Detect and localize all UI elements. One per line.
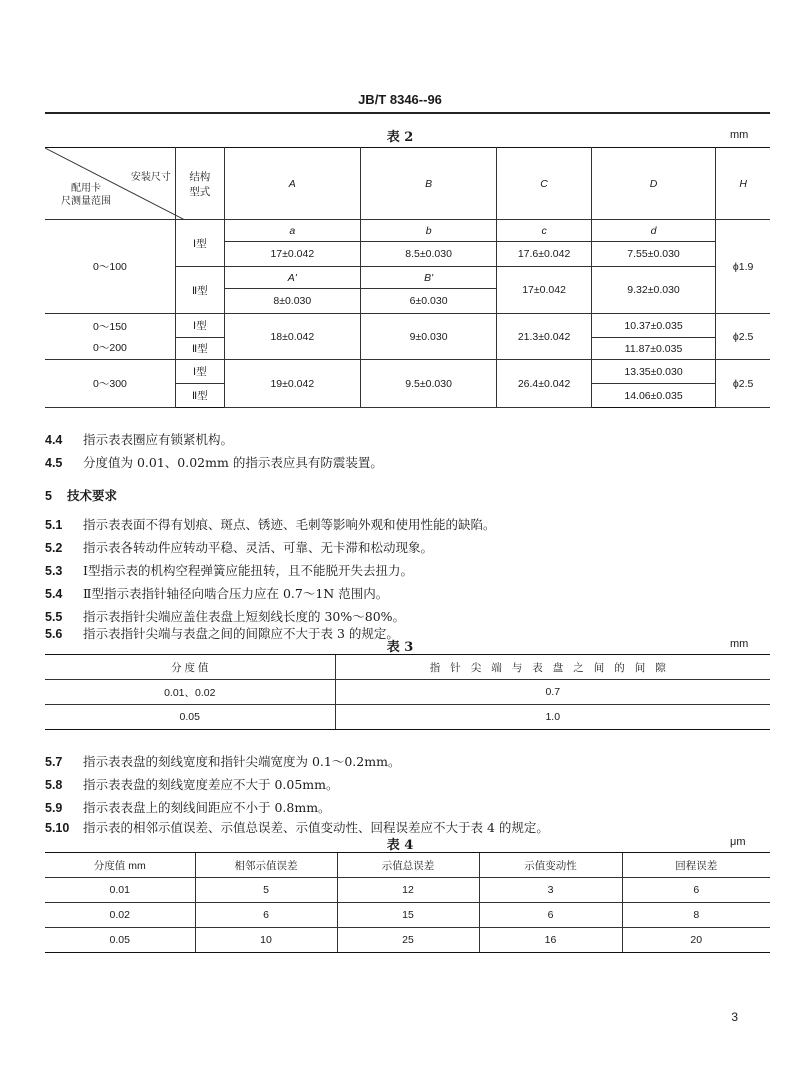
type-cell: Ⅰ型 xyxy=(175,314,224,338)
value-cell: 17.6±0.042 xyxy=(497,242,592,267)
table3-unit: mm xyxy=(730,638,749,650)
table3-header-2: 指针尖端与表盘之间的间隙 xyxy=(335,655,770,680)
para-5-6 xyxy=(45,624,399,642)
sub-header-a: a xyxy=(224,220,360,242)
type-cell: Ⅰ型 xyxy=(175,360,224,384)
value-cell: 17±0.042 xyxy=(224,242,360,267)
value-cell: 19±0.042 xyxy=(224,360,360,408)
para-number: 5.5 xyxy=(45,610,63,624)
value-cell: 17±0.042 xyxy=(497,267,592,314)
para-text: 指示表指针尖端与表盘之间的间隙应不大于表 3 的规定。 xyxy=(83,626,399,641)
col-B-header: B xyxy=(360,148,496,220)
table4-header-division: 分度值 mm xyxy=(45,853,195,878)
table4-header-variability: 示值变动性 xyxy=(479,853,622,878)
table2-caption: 表 2 xyxy=(386,130,414,145)
table2 xyxy=(45,147,770,408)
value-cell: 13.35±0.030 xyxy=(591,360,715,384)
sub-header-B1: B' xyxy=(360,267,496,289)
type-cell: Ⅰ型 xyxy=(175,220,224,267)
corner-bottom-line1: 配用卡 xyxy=(71,183,101,194)
para-text: 指示表的相邻示值误差、示值总误差、示值变动性、回程误差应不大于表 4 的规定。 xyxy=(83,820,549,835)
value-cell: 11.87±0.035 xyxy=(591,338,715,360)
para-text: 指示表表面不得有划痕、斑点、锈迹、毛刺等影响外观和使用性能的缺陷。 xyxy=(83,517,496,532)
para-text: Ⅰ型指示表的机构空程弹簧应能扭转，且不能脱开失去扭力。 xyxy=(83,563,413,578)
para-5-4 xyxy=(45,584,388,602)
para-5-2 xyxy=(45,538,433,556)
type-cell: Ⅱ型 xyxy=(175,338,224,360)
value-cell: 9.32±0.030 xyxy=(591,267,715,314)
para-5-5 xyxy=(45,607,405,625)
value-cell: 18±0.042 xyxy=(224,314,360,360)
col-C-header: C xyxy=(497,148,592,220)
para-text: 分度值为 0.01、0.02mm 的指示表应具有防震装置。 xyxy=(83,455,383,470)
para-number: 5.4 xyxy=(45,587,63,601)
type-cell: Ⅱ型 xyxy=(175,267,224,314)
para-4-4 xyxy=(45,430,233,448)
table4-cell: 25 xyxy=(337,928,479,953)
table4-cell: 5 xyxy=(195,878,337,903)
table4-cell: 6 xyxy=(479,903,622,928)
para-number: 4.5 xyxy=(45,456,63,470)
col-A-header: A xyxy=(224,148,360,220)
para-5-7 xyxy=(45,752,400,770)
range-cell: 0～100 xyxy=(45,220,175,314)
col-struct-line2: 型式 xyxy=(189,185,211,198)
h-cell: ϕ1.9 xyxy=(716,220,770,314)
value-cell: 14.06±0.035 xyxy=(591,384,715,408)
para-text: 指示表指针尖端应盖住表盘上短刻线长度的 30%～80%。 xyxy=(83,609,406,624)
para-number: 5.2 xyxy=(45,541,63,555)
col-D-header: D xyxy=(591,148,715,220)
table3-cell: 1.0 xyxy=(335,705,770,730)
document-code: JB/T 8346--96 xyxy=(358,92,442,107)
para-number: 5.3 xyxy=(45,564,63,578)
para-4-5 xyxy=(45,453,383,471)
para-number: 5.10 xyxy=(45,821,70,835)
para-text: 指示表表盘上的刻线间距应不小于 0.8mm。 xyxy=(83,800,331,815)
value-cell: 9±0.030 xyxy=(360,314,496,360)
sub-header-c: c xyxy=(497,220,592,242)
table4-caption: 表 4 xyxy=(386,838,414,853)
table4-cell: 0.05 xyxy=(45,928,195,953)
table4-cell: 3 xyxy=(479,878,622,903)
value-cell: 6±0.030 xyxy=(360,289,496,314)
corner-bottom-label xyxy=(61,182,111,208)
sub-header-d: d xyxy=(591,220,715,242)
para-5-9 xyxy=(45,798,331,816)
table4-cell: 16 xyxy=(479,928,622,953)
table3 xyxy=(45,654,770,730)
sub-header-b: b xyxy=(360,220,496,242)
corner-top-label: 安装尺寸 xyxy=(130,172,171,183)
table4-cell: 20 xyxy=(622,928,770,953)
value-cell: 9.5±0.030 xyxy=(360,360,496,408)
table4-cell: 10 xyxy=(195,928,337,953)
table2-unit: mm xyxy=(730,129,749,141)
para-number: 5.7 xyxy=(45,755,63,769)
h-cell: ϕ2.5 xyxy=(716,314,770,360)
para-5-10 xyxy=(45,818,549,836)
para-number: 5.6 xyxy=(45,627,63,641)
value-cell: 26.4±0.042 xyxy=(497,360,592,408)
table3-cell: 0.7 xyxy=(335,680,770,705)
para-text: Ⅱ型指示表指针轴径向啮合压力应在 0.7～1N 范围内。 xyxy=(83,586,389,601)
table3-cell: 0.05 xyxy=(45,705,335,730)
range-line2: 0～200 xyxy=(93,341,127,354)
para-text: 指示表各转动件应转动平稳、灵活、可靠、无卡滞和松动现象。 xyxy=(83,540,434,555)
header-rule xyxy=(45,112,770,114)
table4-cell: 0.01 xyxy=(45,878,195,903)
table4-cell: 6 xyxy=(195,903,337,928)
value-cell: 8±0.030 xyxy=(224,289,360,314)
section-5-heading xyxy=(45,486,117,504)
table2-corner-cell xyxy=(45,148,175,220)
col-struct-line1: 结构 xyxy=(189,170,211,183)
table4-header-total-error: 示值总误差 xyxy=(337,853,479,878)
table4-cell: 6 xyxy=(622,878,770,903)
table4-cell: 8 xyxy=(622,903,770,928)
section-number: 5 xyxy=(45,489,52,503)
page-number: 3 xyxy=(731,1010,738,1024)
range-line1: 0～150 xyxy=(93,320,127,333)
para-5-1 xyxy=(45,515,496,533)
value-cell: 8.5±0.030 xyxy=(360,242,496,267)
section-title: 技术要求 xyxy=(67,488,118,503)
para-number: 5.9 xyxy=(45,801,63,815)
corner-bottom-line2: 尺测量范围 xyxy=(61,196,111,207)
para-text: 指示表表盘的刻线宽度和指针尖端宽度为 0.1～0.2mm。 xyxy=(83,754,401,769)
para-5-3 xyxy=(45,561,413,579)
table4-cell: 0.02 xyxy=(45,903,195,928)
table4-cell: 15 xyxy=(337,903,479,928)
para-5-8 xyxy=(45,775,339,793)
range-cell: 0～300 xyxy=(45,360,175,408)
para-text: 指示表表圈应有锁紧机构。 xyxy=(83,432,234,447)
table3-cell: 0.01、0.02 xyxy=(45,680,335,705)
range-cell xyxy=(45,314,175,360)
table4-cell: 12 xyxy=(337,878,479,903)
table4-header-hysteresis: 回程误差 xyxy=(622,853,770,878)
table3-caption: 表 3 xyxy=(386,640,414,655)
table4-unit: μm xyxy=(730,836,746,848)
value-cell: 21.3±0.042 xyxy=(497,314,592,360)
value-cell: 10.37±0.035 xyxy=(591,314,715,338)
table3-header-1: 分 度 值 xyxy=(45,655,335,680)
para-number: 5.1 xyxy=(45,518,63,532)
type-cell: Ⅱ型 xyxy=(175,384,224,408)
col-H-header: H xyxy=(716,148,770,220)
table4 xyxy=(45,852,770,953)
para-number: 4.4 xyxy=(45,433,63,447)
para-text: 指示表表盘的刻线宽度差应不大于 0.05mm。 xyxy=(83,777,339,792)
para-number: 5.8 xyxy=(45,778,63,792)
table4-header-adjacent-error: 相邻示值误差 xyxy=(195,853,337,878)
value-cell: 7.55±0.030 xyxy=(591,242,715,267)
h-cell: ϕ2.5 xyxy=(716,360,770,408)
sub-header-A1: A' xyxy=(224,267,360,289)
